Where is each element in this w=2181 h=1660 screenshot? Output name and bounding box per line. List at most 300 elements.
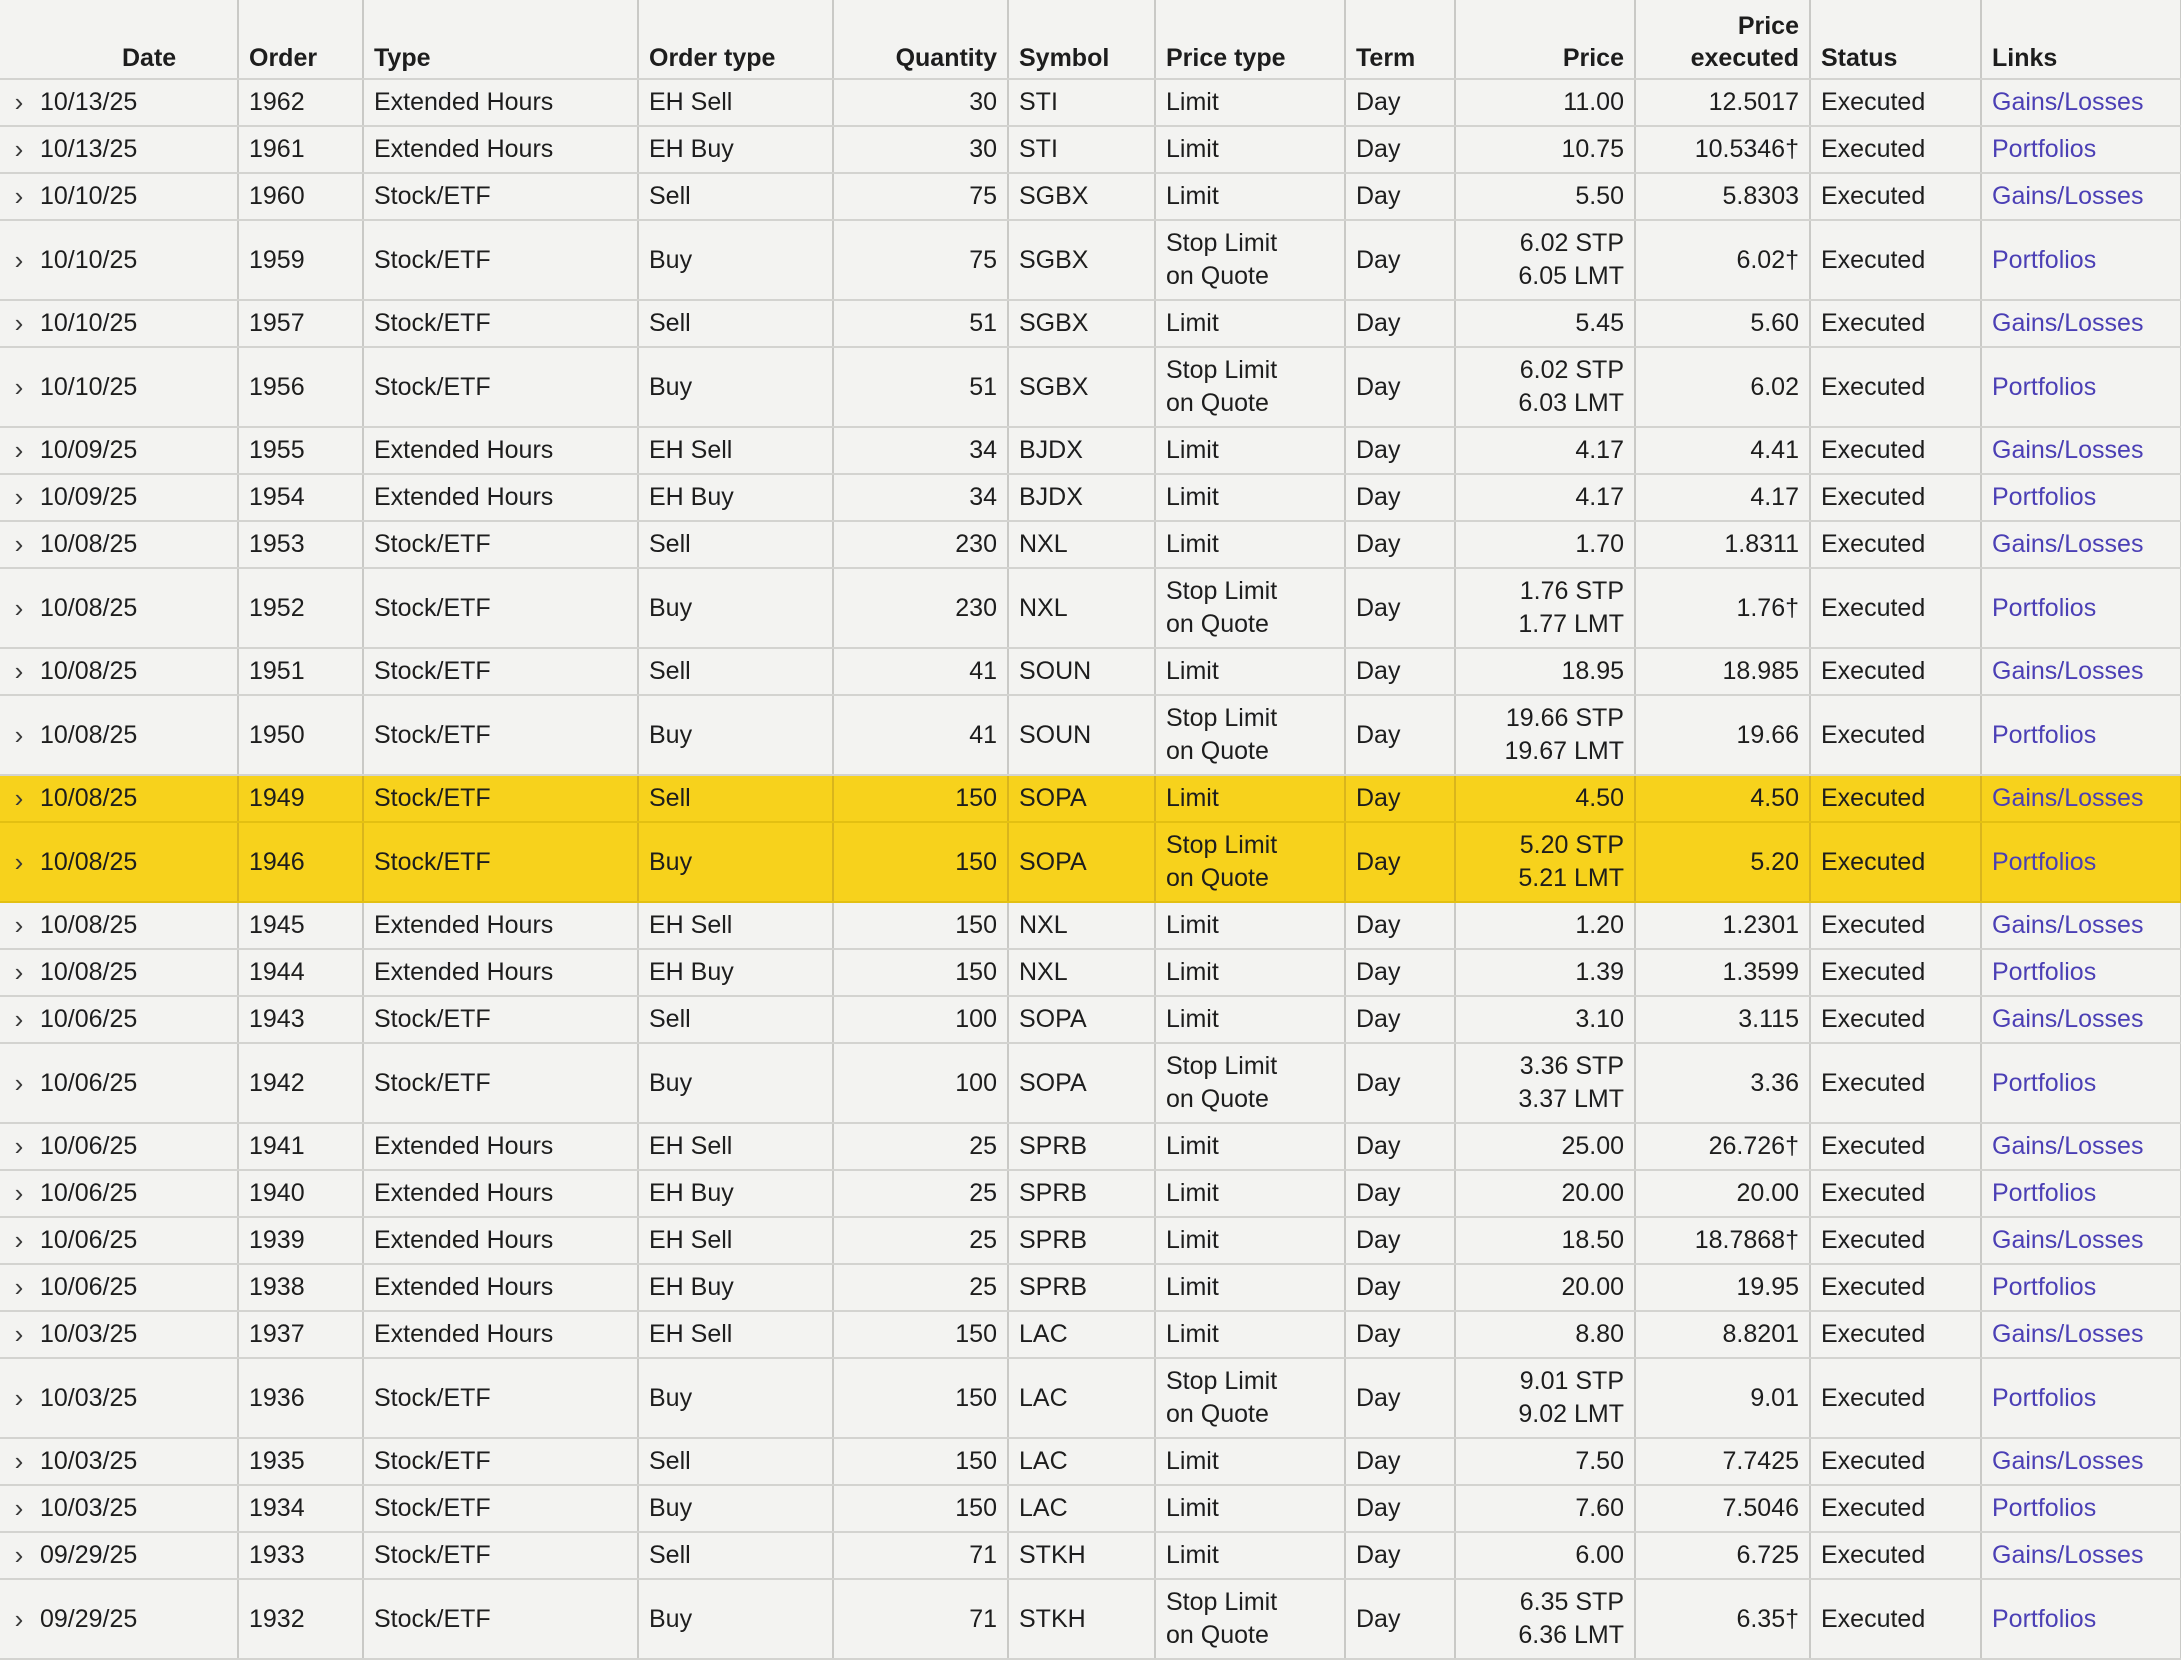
cell-date: 10/08/25 bbox=[38, 902, 238, 949]
cell-order: 1956 bbox=[238, 347, 363, 427]
cell-status: Executed bbox=[1810, 300, 1981, 347]
cell-order-type: Buy bbox=[638, 695, 833, 775]
cell-symbol: LAC bbox=[1008, 1358, 1155, 1438]
table-row[interactable] bbox=[0, 1123, 2181, 1170]
cell-price-type bbox=[1155, 1170, 1345, 1217]
gains-losses-link[interactable]: Gains/Losses bbox=[1981, 1438, 2181, 1485]
cell-date: 10/08/25 bbox=[38, 775, 238, 822]
cell-price-line: 1.76 STP bbox=[1519, 577, 1624, 605]
table-row[interactable] bbox=[0, 1264, 2181, 1311]
cell-price-line: 5.50 bbox=[1575, 182, 1624, 210]
cell-symbol: SPRB bbox=[1008, 1217, 1155, 1264]
cell-price-type-line: Stop Limit bbox=[1166, 356, 1278, 384]
cell-status: Executed bbox=[1810, 1358, 1981, 1438]
cell-price-line: 20.00 bbox=[1561, 1273, 1624, 1301]
cell-price-type-line: Limit bbox=[1166, 1179, 1219, 1207]
expand-chevron-icon[interactable]: › bbox=[0, 173, 38, 220]
portfolios-link[interactable]: Portfolios bbox=[1981, 1485, 2181, 1532]
expand-column-header bbox=[0, 0, 38, 79]
table-row[interactable] bbox=[0, 521, 2181, 568]
gains-losses-link[interactable]: Gains/Losses bbox=[1981, 1532, 2181, 1579]
cell-price-line: 4.50 bbox=[1575, 784, 1624, 812]
cell-symbol: SOPA bbox=[1008, 822, 1155, 902]
cell-price-type bbox=[1155, 220, 1345, 300]
gains-losses-link[interactable]: Gains/Losses bbox=[1981, 775, 2181, 822]
expand-chevron-icon[interactable]: › bbox=[0, 1217, 38, 1264]
cell-price-line: 1.70 bbox=[1575, 530, 1624, 558]
table-row[interactable] bbox=[0, 1311, 2181, 1358]
cell-symbol: NXL bbox=[1008, 902, 1155, 949]
cell-price-line: 3.37 LMT bbox=[1518, 1085, 1624, 1113]
expand-chevron-icon[interactable]: › bbox=[0, 996, 38, 1043]
cell-symbol: SPRB bbox=[1008, 1170, 1155, 1217]
portfolios-link[interactable]: Portfolios bbox=[1981, 1264, 2181, 1311]
cell-price-executed: 4.41 bbox=[1635, 427, 1810, 474]
cell-quantity: 25 bbox=[833, 1217, 1008, 1264]
expand-chevron-icon[interactable]: › bbox=[0, 220, 38, 300]
table-row[interactable] bbox=[0, 347, 2181, 427]
column-header-status[interactable]: Status bbox=[1810, 0, 1981, 79]
cell-date: 10/10/25 bbox=[38, 300, 238, 347]
expand-chevron-icon[interactable]: › bbox=[0, 902, 38, 949]
expand-chevron-icon[interactable]: › bbox=[0, 1485, 38, 1532]
table-row[interactable] bbox=[0, 300, 2181, 347]
gains-losses-link[interactable]: Gains/Losses bbox=[1981, 1311, 2181, 1358]
cell-price-type bbox=[1155, 1579, 1345, 1659]
cell-price-line: 5.20 STP bbox=[1519, 831, 1624, 859]
cell-price-type-line: Limit bbox=[1166, 309, 1219, 337]
cell-symbol: SOPA bbox=[1008, 775, 1155, 822]
portfolios-link[interactable]: Portfolios bbox=[1981, 949, 2181, 996]
cell-status: Executed bbox=[1810, 1532, 1981, 1579]
cell-quantity: 150 bbox=[833, 1485, 1008, 1532]
expand-chevron-icon[interactable]: › bbox=[0, 300, 38, 347]
cell-price-executed: 7.5046 bbox=[1635, 1485, 1810, 1532]
cell-price-type bbox=[1155, 1217, 1345, 1264]
cell-price-line: 6.35 STP bbox=[1519, 1588, 1624, 1616]
cell-price-type bbox=[1155, 695, 1345, 775]
cell-status: Executed bbox=[1810, 1170, 1981, 1217]
cell-order: 1945 bbox=[238, 902, 363, 949]
column-header-price-type[interactable]: Price type bbox=[1155, 0, 1345, 79]
cell-order-type: EH Buy bbox=[638, 474, 833, 521]
cell-price-type bbox=[1155, 775, 1345, 822]
table-row[interactable] bbox=[0, 902, 2181, 949]
cell-term: Day bbox=[1345, 1358, 1455, 1438]
cell-price-type-line: Limit bbox=[1166, 1494, 1219, 1522]
cell-price-type bbox=[1155, 1532, 1345, 1579]
cell-price bbox=[1455, 1485, 1635, 1532]
cell-order-type: Buy bbox=[638, 347, 833, 427]
cell-price-type-line: Stop Limit bbox=[1166, 831, 1278, 859]
cell-price-executed: 5.60 bbox=[1635, 300, 1810, 347]
cell-type: Stock/ETF bbox=[363, 648, 638, 695]
table-row[interactable] bbox=[0, 949, 2181, 996]
cell-symbol: SOPA bbox=[1008, 1043, 1155, 1123]
table-row[interactable] bbox=[0, 1438, 2181, 1485]
gains-losses-link[interactable]: Gains/Losses bbox=[1981, 427, 2181, 474]
cell-date: 10/10/25 bbox=[38, 220, 238, 300]
cell-order-type: EH Sell bbox=[638, 1217, 833, 1264]
cell-order: 1933 bbox=[238, 1532, 363, 1579]
cell-term: Day bbox=[1345, 648, 1455, 695]
cell-order-type: EH Buy bbox=[638, 949, 833, 996]
cell-price-type bbox=[1155, 173, 1345, 220]
expand-chevron-icon[interactable]: › bbox=[0, 347, 38, 427]
cell-term: Day bbox=[1345, 173, 1455, 220]
portfolios-link[interactable]: Portfolios bbox=[1981, 220, 2181, 300]
expand-chevron-icon[interactable]: › bbox=[0, 1170, 38, 1217]
cell-term: Day bbox=[1345, 1264, 1455, 1311]
cell-order: 1946 bbox=[238, 822, 363, 902]
cell-term: Day bbox=[1345, 220, 1455, 300]
table-row[interactable] bbox=[0, 173, 2181, 220]
expand-chevron-icon[interactable]: › bbox=[0, 427, 38, 474]
expand-chevron-icon[interactable]: › bbox=[0, 1438, 38, 1485]
cell-quantity: 75 bbox=[833, 220, 1008, 300]
column-header-price-executed[interactable]: Price executed bbox=[1635, 0, 1810, 79]
cell-price bbox=[1455, 1264, 1635, 1311]
cell-price-type-line: Stop Limit bbox=[1166, 1052, 1278, 1080]
cell-price bbox=[1455, 474, 1635, 521]
table-row[interactable] bbox=[0, 1043, 2181, 1123]
cell-symbol: SGBX bbox=[1008, 173, 1155, 220]
cell-price-executed: 1.2301 bbox=[1635, 902, 1810, 949]
portfolios-link[interactable]: Portfolios bbox=[1981, 1043, 2181, 1123]
cell-price-line: 4.17 bbox=[1575, 436, 1624, 464]
cell-price-type bbox=[1155, 474, 1345, 521]
cell-price-line: 19.66 STP bbox=[1505, 704, 1624, 732]
cell-type: Stock/ETF bbox=[363, 996, 638, 1043]
cell-order: 1936 bbox=[238, 1358, 363, 1438]
cell-status: Executed bbox=[1810, 695, 1981, 775]
cell-price-type-line: Stop Limit bbox=[1166, 229, 1278, 257]
cell-price-type bbox=[1155, 996, 1345, 1043]
cell-price bbox=[1455, 996, 1635, 1043]
cell-quantity: 25 bbox=[833, 1123, 1008, 1170]
cell-type: Extended Hours bbox=[363, 1170, 638, 1217]
cell-price-line: 5.45 bbox=[1575, 309, 1624, 337]
cell-price-line: 8.80 bbox=[1575, 1320, 1624, 1348]
cell-price-line: 5.21 LMT bbox=[1518, 864, 1624, 892]
cell-price-line: 6.03 LMT bbox=[1518, 389, 1624, 417]
cell-date: 10/10/25 bbox=[38, 173, 238, 220]
cell-price-type-line: Limit bbox=[1166, 483, 1219, 511]
cell-symbol: SOUN bbox=[1008, 695, 1155, 775]
cell-type: Stock/ETF bbox=[363, 347, 638, 427]
cell-price-type-line: Limit bbox=[1166, 657, 1219, 685]
cell-price-type-line: Limit bbox=[1166, 1273, 1219, 1301]
expand-chevron-icon[interactable]: › bbox=[0, 79, 38, 126]
expand-chevron-icon[interactable]: › bbox=[0, 1358, 38, 1438]
cell-price-executed: 3.36 bbox=[1635, 1043, 1810, 1123]
cell-quantity: 150 bbox=[833, 1311, 1008, 1358]
table-row[interactable] bbox=[0, 474, 2181, 521]
cell-price-executed: 6.02 bbox=[1635, 347, 1810, 427]
cell-price bbox=[1455, 568, 1635, 648]
cell-price-type-line: on Quote bbox=[1166, 737, 1269, 765]
table-row[interactable] bbox=[0, 568, 2181, 648]
cell-date: 10/09/25 bbox=[38, 474, 238, 521]
cell-order: 1943 bbox=[238, 996, 363, 1043]
cell-date: 10/03/25 bbox=[38, 1485, 238, 1532]
cell-price-type-line: on Quote bbox=[1166, 1085, 1269, 1113]
gains-losses-link[interactable]: Gains/Losses bbox=[1981, 1123, 2181, 1170]
cell-price bbox=[1455, 126, 1635, 173]
portfolios-link[interactable]: Portfolios bbox=[1981, 1579, 2181, 1659]
cell-type: Stock/ETF bbox=[363, 1438, 638, 1485]
cell-type: Extended Hours bbox=[363, 949, 638, 996]
cell-order: 1935 bbox=[238, 1438, 363, 1485]
cell-date: 10/13/25 bbox=[38, 79, 238, 126]
cell-order-type: EH Buy bbox=[638, 1170, 833, 1217]
cell-quantity: 41 bbox=[833, 695, 1008, 775]
cell-symbol: STI bbox=[1008, 79, 1155, 126]
cell-price-line: 6.36 LMT bbox=[1518, 1621, 1624, 1649]
column-header-term[interactable]: Term bbox=[1345, 0, 1455, 79]
cell-price-type-line: on Quote bbox=[1166, 1400, 1269, 1428]
cell-price bbox=[1455, 1438, 1635, 1485]
expand-chevron-icon[interactable]: › bbox=[0, 1043, 38, 1123]
expand-chevron-icon[interactable]: › bbox=[0, 1532, 38, 1579]
cell-type: Extended Hours bbox=[363, 427, 638, 474]
expand-chevron-icon[interactable]: › bbox=[0, 822, 38, 902]
cell-symbol: SGBX bbox=[1008, 300, 1155, 347]
cell-quantity: 100 bbox=[833, 1043, 1008, 1123]
cell-status: Executed bbox=[1810, 1043, 1981, 1123]
cell-price-type-line: Limit bbox=[1166, 88, 1219, 116]
table-row[interactable] bbox=[0, 1358, 2181, 1438]
cell-order: 1939 bbox=[238, 1217, 363, 1264]
cell-price bbox=[1455, 347, 1635, 427]
table-row[interactable] bbox=[0, 1217, 2181, 1264]
gains-losses-link[interactable]: Gains/Losses bbox=[1981, 902, 2181, 949]
cell-type: Extended Hours bbox=[363, 126, 638, 173]
cell-price-type-line: Limit bbox=[1166, 784, 1219, 812]
expand-chevron-icon[interactable]: › bbox=[0, 521, 38, 568]
cell-status: Executed bbox=[1810, 902, 1981, 949]
cell-date: 10/03/25 bbox=[38, 1438, 238, 1485]
cell-quantity: 150 bbox=[833, 902, 1008, 949]
cell-date: 10/06/25 bbox=[38, 1264, 238, 1311]
cell-price-line: 6.00 bbox=[1575, 1541, 1624, 1569]
table-row[interactable] bbox=[0, 1485, 2181, 1532]
cell-price bbox=[1455, 300, 1635, 347]
cell-term: Day bbox=[1345, 79, 1455, 126]
cell-order-type: Buy bbox=[638, 1043, 833, 1123]
cell-price-type bbox=[1155, 300, 1345, 347]
expand-chevron-icon[interactable]: › bbox=[0, 695, 38, 775]
cell-quantity: 71 bbox=[833, 1532, 1008, 1579]
cell-price-type bbox=[1155, 1311, 1345, 1358]
table-row[interactable] bbox=[0, 220, 2181, 300]
cell-type: Stock/ETF bbox=[363, 220, 638, 300]
cell-quantity: 75 bbox=[833, 173, 1008, 220]
expand-chevron-icon[interactable]: › bbox=[0, 1579, 38, 1659]
cell-order: 1944 bbox=[238, 949, 363, 996]
cell-status: Executed bbox=[1810, 949, 1981, 996]
cell-price bbox=[1455, 822, 1635, 902]
gains-losses-link[interactable]: Gains/Losses bbox=[1981, 648, 2181, 695]
cell-price bbox=[1455, 1217, 1635, 1264]
cell-quantity: 150 bbox=[833, 775, 1008, 822]
cell-price-line: 1.20 bbox=[1575, 911, 1624, 939]
cell-order: 1961 bbox=[238, 126, 363, 173]
expand-chevron-icon[interactable]: › bbox=[0, 949, 38, 996]
column-header-date[interactable]: Date bbox=[38, 0, 238, 79]
expand-chevron-icon[interactable]: › bbox=[0, 474, 38, 521]
cell-order: 1941 bbox=[238, 1123, 363, 1170]
table-row-highlighted[interactable] bbox=[0, 775, 2181, 822]
cell-price-type bbox=[1155, 648, 1345, 695]
expand-chevron-icon[interactable]: › bbox=[0, 1264, 38, 1311]
cell-price-line: 4.17 bbox=[1575, 483, 1624, 511]
cell-price-line: 18.50 bbox=[1561, 1226, 1624, 1254]
cell-term: Day bbox=[1345, 347, 1455, 427]
cell-symbol: NXL bbox=[1008, 521, 1155, 568]
cell-price-type bbox=[1155, 822, 1345, 902]
cell-type: Stock/ETF bbox=[363, 521, 638, 568]
gains-losses-link[interactable]: Gains/Losses bbox=[1981, 79, 2181, 126]
cell-price-executed: 5.20 bbox=[1635, 822, 1810, 902]
cell-price bbox=[1455, 427, 1635, 474]
cell-term: Day bbox=[1345, 521, 1455, 568]
cell-order: 1953 bbox=[238, 521, 363, 568]
cell-order: 1950 bbox=[238, 695, 363, 775]
portfolios-link[interactable]: Portfolios bbox=[1981, 695, 2181, 775]
gains-losses-link[interactable]: Gains/Losses bbox=[1981, 173, 2181, 220]
cell-order: 1940 bbox=[238, 1170, 363, 1217]
expand-chevron-icon[interactable]: › bbox=[0, 1311, 38, 1358]
cell-order: 1951 bbox=[238, 648, 363, 695]
cell-order: 1952 bbox=[238, 568, 363, 648]
cell-term: Day bbox=[1345, 1043, 1455, 1123]
table-row[interactable] bbox=[0, 79, 2181, 126]
cell-price-executed: 12.5017 bbox=[1635, 79, 1810, 126]
expand-chevron-icon[interactable]: › bbox=[0, 126, 38, 173]
table-row[interactable] bbox=[0, 996, 2181, 1043]
table-row[interactable] bbox=[0, 648, 2181, 695]
column-header-type[interactable]: Type bbox=[363, 0, 638, 79]
cell-symbol: LAC bbox=[1008, 1311, 1155, 1358]
portfolios-link[interactable]: Portfolios bbox=[1981, 822, 2181, 902]
cell-order: 1937 bbox=[238, 1311, 363, 1358]
table-row[interactable] bbox=[0, 1579, 2181, 1659]
cell-price-type bbox=[1155, 1043, 1345, 1123]
cell-status: Executed bbox=[1810, 521, 1981, 568]
cell-price-line: 3.10 bbox=[1575, 1005, 1624, 1033]
cell-type: Extended Hours bbox=[363, 902, 638, 949]
column-header-price[interactable]: Price bbox=[1455, 0, 1635, 79]
cell-type: Stock/ETF bbox=[363, 300, 638, 347]
cell-order-type: EH Buy bbox=[638, 126, 833, 173]
cell-price-line: 20.00 bbox=[1561, 1179, 1624, 1207]
cell-type: Stock/ETF bbox=[363, 1485, 638, 1532]
expand-chevron-icon[interactable]: › bbox=[0, 648, 38, 695]
expand-chevron-icon[interactable]: › bbox=[0, 1123, 38, 1170]
portfolios-link[interactable]: Portfolios bbox=[1981, 1358, 2181, 1438]
cell-price-type bbox=[1155, 79, 1345, 126]
cell-quantity: 41 bbox=[833, 648, 1008, 695]
cell-symbol: BJDX bbox=[1008, 427, 1155, 474]
expand-chevron-icon[interactable]: › bbox=[0, 775, 38, 822]
cell-price-type-line: on Quote bbox=[1166, 1621, 1269, 1649]
cell-price-executed: 1.3599 bbox=[1635, 949, 1810, 996]
portfolios-link[interactable]: Portfolios bbox=[1981, 126, 2181, 173]
cell-price-type bbox=[1155, 347, 1345, 427]
cell-price-executed: 8.8201 bbox=[1635, 1311, 1810, 1358]
portfolios-link[interactable]: Portfolios bbox=[1981, 347, 2181, 427]
table-row[interactable] bbox=[0, 1170, 2181, 1217]
cell-status: Executed bbox=[1810, 1123, 1981, 1170]
column-header-order-type[interactable]: Order type bbox=[638, 0, 833, 79]
cell-price-executed: 4.50 bbox=[1635, 775, 1810, 822]
cell-price bbox=[1455, 1358, 1635, 1438]
cell-date: 10/08/25 bbox=[38, 949, 238, 996]
table-row[interactable] bbox=[0, 126, 2181, 173]
column-header-order[interactable]: Order bbox=[238, 0, 363, 79]
cell-price bbox=[1455, 173, 1635, 220]
cell-price-type-line: on Quote bbox=[1166, 389, 1269, 417]
cell-price-type bbox=[1155, 568, 1345, 648]
cell-status: Executed bbox=[1810, 474, 1981, 521]
cell-status: Executed bbox=[1810, 126, 1981, 173]
cell-order: 1942 bbox=[238, 1043, 363, 1123]
cell-price-line: 6.05 LMT bbox=[1518, 262, 1624, 290]
cell-status: Executed bbox=[1810, 79, 1981, 126]
cell-price-executed: 7.7425 bbox=[1635, 1438, 1810, 1485]
cell-date: 10/06/25 bbox=[38, 1123, 238, 1170]
cell-term: Day bbox=[1345, 1532, 1455, 1579]
cell-order-type: EH Sell bbox=[638, 1123, 833, 1170]
cell-type: Extended Hours bbox=[363, 474, 638, 521]
gains-losses-link[interactable]: Gains/Losses bbox=[1981, 1217, 2181, 1264]
cell-price-executed: 1.76† bbox=[1635, 568, 1810, 648]
table-row[interactable] bbox=[0, 1532, 2181, 1579]
gains-losses-link[interactable]: Gains/Losses bbox=[1981, 300, 2181, 347]
cell-quantity: 51 bbox=[833, 347, 1008, 427]
cell-price bbox=[1455, 1043, 1635, 1123]
gains-losses-link[interactable]: Gains/Losses bbox=[1981, 521, 2181, 568]
cell-term: Day bbox=[1345, 949, 1455, 996]
gains-losses-link[interactable]: Gains/Losses bbox=[1981, 996, 2181, 1043]
cell-quantity: 150 bbox=[833, 1358, 1008, 1438]
cell-order-type: Buy bbox=[638, 1579, 833, 1659]
cell-price-executed: 18.985 bbox=[1635, 648, 1810, 695]
cell-symbol: NXL bbox=[1008, 568, 1155, 648]
cell-price bbox=[1455, 949, 1635, 996]
cell-price-type bbox=[1155, 427, 1345, 474]
portfolios-link[interactable]: Portfolios bbox=[1981, 474, 2181, 521]
cell-price bbox=[1455, 521, 1635, 568]
column-header-symbol[interactable]: Symbol bbox=[1008, 0, 1155, 79]
cell-price-line: 1.39 bbox=[1575, 958, 1624, 986]
column-header-quantity[interactable]: Quantity bbox=[833, 0, 1008, 79]
table-row[interactable] bbox=[0, 695, 2181, 775]
cell-price-executed: 1.8311 bbox=[1635, 521, 1810, 568]
column-header-links: Links bbox=[1981, 0, 2181, 79]
portfolios-link[interactable]: Portfolios bbox=[1981, 1170, 2181, 1217]
cell-order-type: Sell bbox=[638, 300, 833, 347]
cell-quantity: 25 bbox=[833, 1264, 1008, 1311]
cell-order-type: Sell bbox=[638, 775, 833, 822]
table-row-highlighted[interactable] bbox=[0, 822, 2181, 902]
cell-price bbox=[1455, 1579, 1635, 1659]
cell-price bbox=[1455, 902, 1635, 949]
portfolios-link[interactable]: Portfolios bbox=[1981, 568, 2181, 648]
expand-chevron-icon[interactable]: › bbox=[0, 568, 38, 648]
table-row[interactable] bbox=[0, 427, 2181, 474]
